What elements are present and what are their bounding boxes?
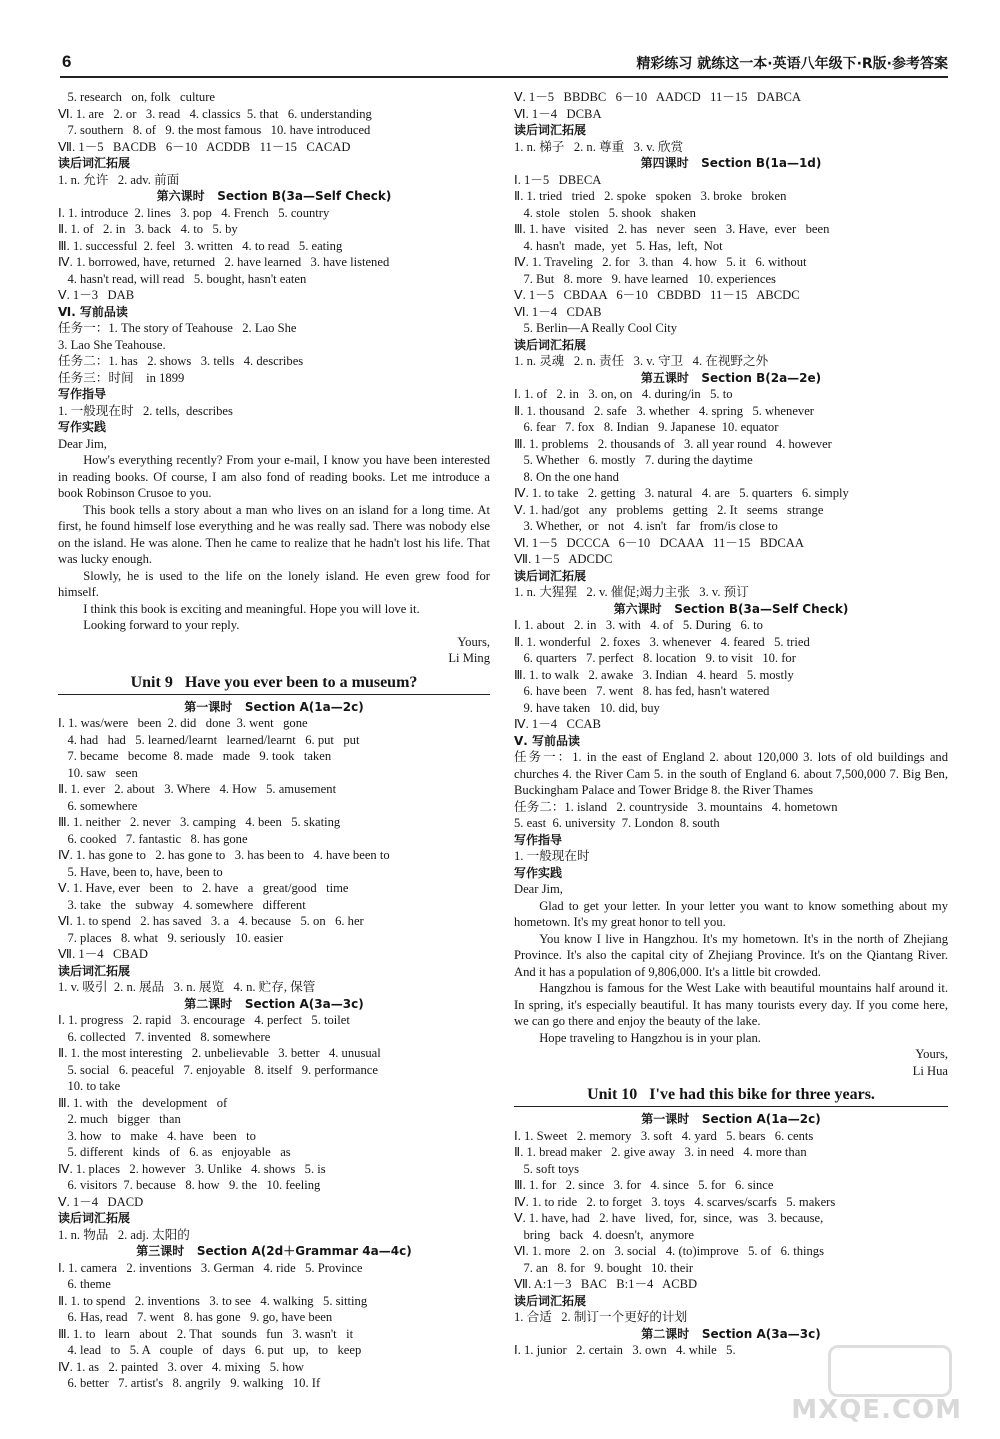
- answer-line: Ⅶ. 1－5 BACDB 6－10 ACDDB 11－15 CACAD: [58, 139, 351, 154]
- answer-line: 7. southern 8. of 9. the most famous 10. have introduced: [58, 123, 371, 137]
- unit-title: Unit 10 I've had this bike for three years.: [514, 1084, 948, 1107]
- lesson-heading: 第四课时 Section B(1a—1d): [640, 156, 822, 170]
- answer-line: Ⅵ. 1. more 2. on 3. social 4. (to)improve 5. of 6. things: [514, 1244, 824, 1258]
- answer-line: bring back 4. doesn't, anymore: [514, 1227, 694, 1242]
- section-heading: 写作实践: [514, 865, 563, 880]
- section-heading: 读后词汇拓展: [514, 123, 587, 137]
- answer-line: Ⅳ. 1. borrowed, have, returned 2. have learned 3. have listened: [58, 255, 390, 269]
- answer-line: Ⅰ. 1. junior 2. certain 3. own 4. while 5.: [514, 1343, 736, 1357]
- running-title: 精彩练习 就练这一本·英语八年级下·R版·参考答案: [636, 56, 948, 72]
- lesson-heading: 第二课时 Section A(3a—3c): [184, 996, 364, 1011]
- answer-line: Ⅴ. 1. Have, ever been to 2. have a great/good time: [58, 881, 349, 895]
- letter-signoff: Li Ming: [448, 651, 490, 665]
- essay-paragraph: Looking forward to your reply.: [83, 618, 240, 632]
- answer-line: Ⅳ. 1. to take 2. getting 3. natural 4. are 5. quarters 6. simply: [514, 486, 849, 500]
- essay-paragraph: Hangzhou is famous for the West Lake with beautiful mountains half around it. In spring, it's especially beautiful. It has many tourists every day. If you come here, we can go there and enjoy the beauty of the lake.: [514, 981, 948, 1028]
- answer-line: 3. Whether, or not 4. isn't far from/is close to: [514, 519, 778, 533]
- answer-line: Ⅴ. 1－5 BBDBC 6－10 AADCD 11－15 DABCA: [514, 90, 801, 104]
- answer-line: 10. saw seen: [58, 765, 138, 780]
- answer-line: 7. became become 8. made made 9. took taken: [58, 749, 332, 763]
- answer-line: 4. hasn't read, will read 5. bought, hasn't eaten: [58, 271, 307, 286]
- answer-line: 1. n. 梯子 2. n. 尊重 3. v. 欣赏: [514, 139, 684, 154]
- answer-line: Ⅱ. 1. bread maker 2. give away 3. in need 4. more than: [514, 1145, 807, 1159]
- answer-line: 6. quarters 7. perfect 8. location 9. to visit 10. for: [514, 651, 796, 665]
- answer-line: 5. social 6. peaceful 7. enjoyable 8. itself 9. performance: [58, 1062, 378, 1077]
- answer-line: Ⅲ. 1. problems 2. thousands of 3. all year round 4. however: [514, 436, 832, 451]
- answer-line: Ⅴ. 1－5 CBDAA 6－10 CBDBD 11－15 ABCDC: [514, 288, 800, 302]
- section-heading: 读后词汇拓展: [514, 1293, 587, 1308]
- answer-line: Dear Jim,: [58, 436, 107, 451]
- answer-line: 5. Whether 6. mostly 7. during the daytime: [514, 453, 753, 467]
- essay-paragraph: How's everything recently? From your e-mail, I know you have been interested in reading books. Of course, I am also fond of reading books. Let me introduce a book Robinson Crusoe to you.: [58, 453, 490, 500]
- lesson-heading: 第六课时 Section B(3a—Self Check): [156, 189, 392, 203]
- watermark-text: MXQE.COM: [791, 1395, 962, 1425]
- essay-paragraph: Glad to get your letter. In your letter you want to know something about my hometown. It's my great honor to tell you.: [514, 898, 948, 929]
- answer-line: Ⅴ. 1－3 DAB: [58, 288, 135, 302]
- answer-line: 1. 一般现在时: [514, 849, 590, 863]
- section-heading: 读后词汇拓展: [514, 337, 587, 352]
- section-heading: 读后词汇拓展: [58, 156, 131, 170]
- answer-line: 6. visitors 7. because 8. how 9. the 10. feeling: [58, 1178, 321, 1192]
- answer-line: 4. stole stolen 5. shook shaken: [514, 205, 696, 220]
- answer-line: Ⅰ. 1. Sweet 2. memory 3. soft 4. yard 5. bears 6. cents: [514, 1128, 814, 1143]
- answer-line: 5. soft toys: [514, 1161, 580, 1176]
- answer-line: 8. On the one hand: [514, 469, 619, 484]
- answer-line: 任务三：时间 in 1899: [58, 370, 185, 385]
- lesson-heading: 第一课时 Section A(1a—2c): [641, 1112, 821, 1126]
- answer-line: Dear Jim,: [514, 882, 563, 896]
- answer-line: 6. have been 7. went 8. has fed, hasn't watered: [514, 684, 770, 698]
- answer-line: Ⅴ. 1. had/got any problems getting 2. It seems strange: [514, 502, 824, 517]
- answer-line: 7. places 8. what 9. seriously 10. easier: [58, 930, 284, 945]
- answer-line: Ⅱ. 1. tried tried 2. spoke spoken 3. broke broken: [514, 189, 787, 203]
- answer-line: 3. Lao She Teahouse.: [58, 337, 166, 352]
- answer-line: 5. Berlin—A Really Cool City: [514, 321, 678, 335]
- answer-line: 6. collected 7. invented 8. somewhere: [58, 1029, 271, 1044]
- essay-paragraph: This book tells a story about a man who lives on an island for a long time. At first, he found himself lose everything and he was really sad. There was nobody else on the island. He was alone. Then he came to realize that he hadn't lost his life. That was lucky enough.: [58, 502, 490, 566]
- section-heading: 写作指导: [58, 387, 107, 401]
- answer-line: Ⅶ. 1－4 CBAD: [58, 947, 149, 961]
- answer-line: Ⅲ. 1. to learn about 2. That sounds fun 3. wasn't it: [58, 1326, 354, 1341]
- answer-line: Ⅰ. 1. was/were been 2. did done 3. went gone: [58, 716, 308, 730]
- section-heading: 读后词汇拓展: [58, 1211, 131, 1225]
- essay-paragraph: You know I live in Hangzhou. It's my hometown. It's in the north of Zhejiang Province. It's also the capital city of Zhejiang Province. It's on the Qiantang River. And it has a population of 9,806,000. It's a little bit crowded.: [514, 931, 948, 979]
- answer-line: Ⅵ. 1－4 CDAB: [514, 304, 602, 319]
- answer-line: 6. Has, read 7. went 8. has gone 9. go, have been: [58, 1310, 333, 1324]
- answer-line: Ⅳ. 1. to ride 2. to forget 3. toys 4. scarves/scarfs 5. makers: [514, 1194, 836, 1209]
- answer-line: Ⅵ. 1. are 2. or 3. read 4. classics 5. that 6. understanding: [58, 106, 372, 121]
- answer-line: 任务一：1. The story of Teahouse 2. Lao She: [58, 321, 297, 335]
- answer-line: 4. hasn't made, yet 5. Has, left, Not: [514, 238, 723, 253]
- answer-line: Ⅲ. 1. successful 2. feel 3. written 4. to read 5. eating: [58, 238, 343, 253]
- answer-line: 4. had had 5. learned/learnt learned/learnt 6. put put: [58, 732, 360, 747]
- section-heading: 读后词汇拓展: [58, 963, 131, 978]
- answer-line: 5. different kinds of 6. as enjoyable as: [58, 1145, 291, 1159]
- answer-line: 1. n. 大猩猩 2. v. 催促;竭力主张 3. v. 预订: [514, 585, 749, 599]
- answer-line: Ⅱ. 1. the most interesting 2. unbelievable 3. better 4. unusual: [58, 1046, 381, 1060]
- section-heading: 写作实践: [58, 420, 107, 434]
- answer-line: Ⅳ. 1－4 CCAB: [514, 717, 601, 731]
- section-heading: 读后词汇拓展: [514, 568, 587, 583]
- answer-line: Ⅶ. 1－5 ADCDC: [514, 552, 613, 566]
- answer-line: Ⅱ. 1. ever 2. about 3. Where 4. How 5. amusement: [58, 782, 337, 796]
- answer-line: Ⅳ. 1. as 2. painted 3. over 4. mixing 5. how: [58, 1359, 304, 1374]
- answer-line: Ⅳ. 1. places 2. however 3. Unlike 4. shows 5. is: [58, 1161, 326, 1176]
- answer-line: 7. an 8. for 9. bought 10. their: [514, 1260, 694, 1275]
- answer-line: 3. take the subway 4. somewhere different: [58, 897, 306, 912]
- answer-line: Ⅲ. 1. neither 2. never 3. camping 4. been 5. skating: [58, 815, 341, 829]
- page-number: 6: [62, 52, 72, 71]
- answer-line: 1. n. 允许 2. adv. 前面: [58, 172, 180, 187]
- answer-paragraph: 任务一：1. in the east of England 2. about 120,000 3. lots of old buildings and churches 4. the River Cam 5. in the south of England 6. about 7,500,000 7. Big Ben, Buckingham Palace and Tower Bridge 8. the River Thames: [514, 750, 948, 797]
- answer-line: 任务二：1. island 2. countryside 3. mountains 4. hometown: [514, 799, 838, 814]
- section-heading: 写作指导: [514, 832, 563, 847]
- answer-line: 4. lead to 5. A couple of days 6. put up, to keep: [58, 1343, 362, 1357]
- answer-line: 6. cooked 7. fantastic 8. has gone: [58, 831, 248, 846]
- answer-line: Ⅳ. 1. Traveling 2. for 3. than 4. how 5. it 6. without: [514, 255, 807, 269]
- answer-line: Ⅰ. 1－5 DBECA: [514, 172, 602, 187]
- left-answer-column: [58, 89, 490, 1392]
- lesson-heading: 第六课时 Section B(3a—Self Check): [613, 601, 849, 616]
- answer-line: 6. somewhere: [58, 798, 138, 813]
- answer-line: Ⅵ. 1. to spend 2. has saved 3. a 4. because 5. on 6. her: [58, 914, 364, 928]
- answer-line: 1. 合适 2. 制订一个更好的计划: [514, 1310, 688, 1324]
- answer-line: Ⅱ. 1. to spend 2. inventions 3. to see 4. walking 5. sitting: [58, 1293, 368, 1308]
- answer-line: Ⅰ. 1. of 2. in 3. on, on 4. during/in 5. to: [514, 387, 733, 401]
- answer-line: Ⅲ. 1. have visited 2. has never seen 3. Have, ever been: [514, 222, 830, 236]
- answer-line: Ⅲ. 1. with the development of: [58, 1095, 228, 1110]
- answer-line: Ⅱ. 1. wonderful 2. foxes 3. whenever 4. feared 5. tried: [514, 634, 810, 649]
- answer-line: Ⅱ. 1. of 2. in 3. back 4. to 5. by: [58, 222, 238, 236]
- answer-line: Ⅰ. 1. about 2. in 3. with 4. of 5. During 6. to: [514, 618, 763, 632]
- lesson-heading: 第五课时 Section B(2a—2e): [640, 370, 822, 385]
- letter-signoff: Yours,: [915, 1047, 948, 1061]
- answer-line: Ⅰ. 1. camera 2. inventions 3. German 4. ride 5. Province: [58, 1260, 363, 1275]
- letter-signoff: Li Hua: [912, 1063, 948, 1078]
- lesson-heading: 第三课时 Section A(2d＋Grammar 4a—4c): [136, 1244, 412, 1258]
- answer-line: Ⅶ. A:1－3 BAC B:1－4 ACBD: [514, 1277, 698, 1291]
- answer-line: Ⅲ. 1. for 2. since 3. for 4. since 5. for 6. since: [514, 1178, 774, 1192]
- answer-line: 5. Have, been to, have, been to: [58, 864, 223, 879]
- letter-signoff: Yours,: [457, 634, 490, 649]
- answer-line: Ⅱ. 1. thousand 2. safe 3. whether 4. spring 5. whenever: [514, 403, 814, 418]
- answer-line: Ⅳ. 1. has gone to 2. has gone to 3. has been to 4. have been to: [58, 848, 390, 862]
- right-answer-column: [514, 89, 948, 1359]
- answer-line: Ⅴ. 1－4 DACD: [58, 1194, 144, 1209]
- answer-line: Ⅵ. 1－4 DCBA: [514, 106, 602, 121]
- answer-line: 10. to take: [58, 1079, 121, 1093]
- answer-line: 2. much bigger than: [58, 1112, 181, 1126]
- answer-line: 6. theme: [58, 1277, 111, 1291]
- lesson-heading: 第一课时 Section A(1a—2c): [184, 699, 364, 714]
- answer-line: 1. n. 灵魂 2. n. 责任 3. v. 守卫 4. 在视野之外: [514, 354, 769, 368]
- essay-paragraph: Hope traveling to Hangzhou is in your plan.: [539, 1030, 761, 1045]
- answer-line: 任务二：1. has 2. shows 3. tells 4. describes: [58, 354, 304, 368]
- unit-title: Unit 9 Have you ever been to a museum?: [58, 672, 490, 695]
- watermark-logo: [791, 1345, 970, 1427]
- answer-line: 9. have taken 10. did, buy: [514, 700, 660, 715]
- watermark-logo-icon: [828, 1345, 952, 1397]
- essay-paragraph: I think this book is exciting and meaningful. Hope you will love it.: [83, 601, 420, 616]
- page-header: [60, 50, 948, 78]
- answer-line: 1. 一般现在时 2. tells, describes: [58, 403, 233, 418]
- section-heading: Ⅵ. 写前品读: [58, 304, 128, 319]
- answer-line: 7. But 8. more 9. have learned 10. experiences: [514, 271, 776, 286]
- answer-line: Ⅲ. 1. to walk 2. awake 3. Indian 4. heard 5. mostly: [514, 667, 794, 682]
- lesson-heading: 第二课时 Section A(3a—3c): [641, 1326, 821, 1341]
- answer-line: 1. n. 物品 2. adj. 太阳的: [58, 1227, 190, 1242]
- answer-line: 3. how to make 4. have been to: [58, 1128, 256, 1143]
- answer-line: Ⅰ. 1. progress 2. rapid 3. encourage 4. perfect 5. toilet: [58, 1013, 350, 1027]
- answer-line: Ⅵ. 1－5 DCCCA 6－10 DCAAA 11－15 BDCAA: [514, 535, 804, 550]
- answer-line: Ⅰ. 1. introduce 2. lines 3. pop 4. French 5. country: [58, 205, 330, 220]
- answer-line: 6. better 7. artist's 8. angrily 9. walking 10. If: [58, 1376, 321, 1390]
- essay-paragraph: Slowly, he is used to the life on the lonely island. He even grew food for himself.: [58, 568, 490, 599]
- answer-line: 5. research on, folk culture: [58, 90, 216, 104]
- answer-line: 5. east 6. university 7. London 8. south: [514, 816, 720, 830]
- answer-line: 1. v. 吸引 2. n. 展品 3. n. 展览 4. n. 贮存, 保管: [58, 980, 316, 994]
- answer-line: 6. fear 7. fox 8. Indian 9. Japanese 10. equator: [514, 420, 779, 434]
- section-heading: Ⅴ. 写前品读: [514, 733, 581, 748]
- answer-line: Ⅴ. 1. have, had 2. have lived, for, since, was 3. because,: [514, 1211, 824, 1225]
